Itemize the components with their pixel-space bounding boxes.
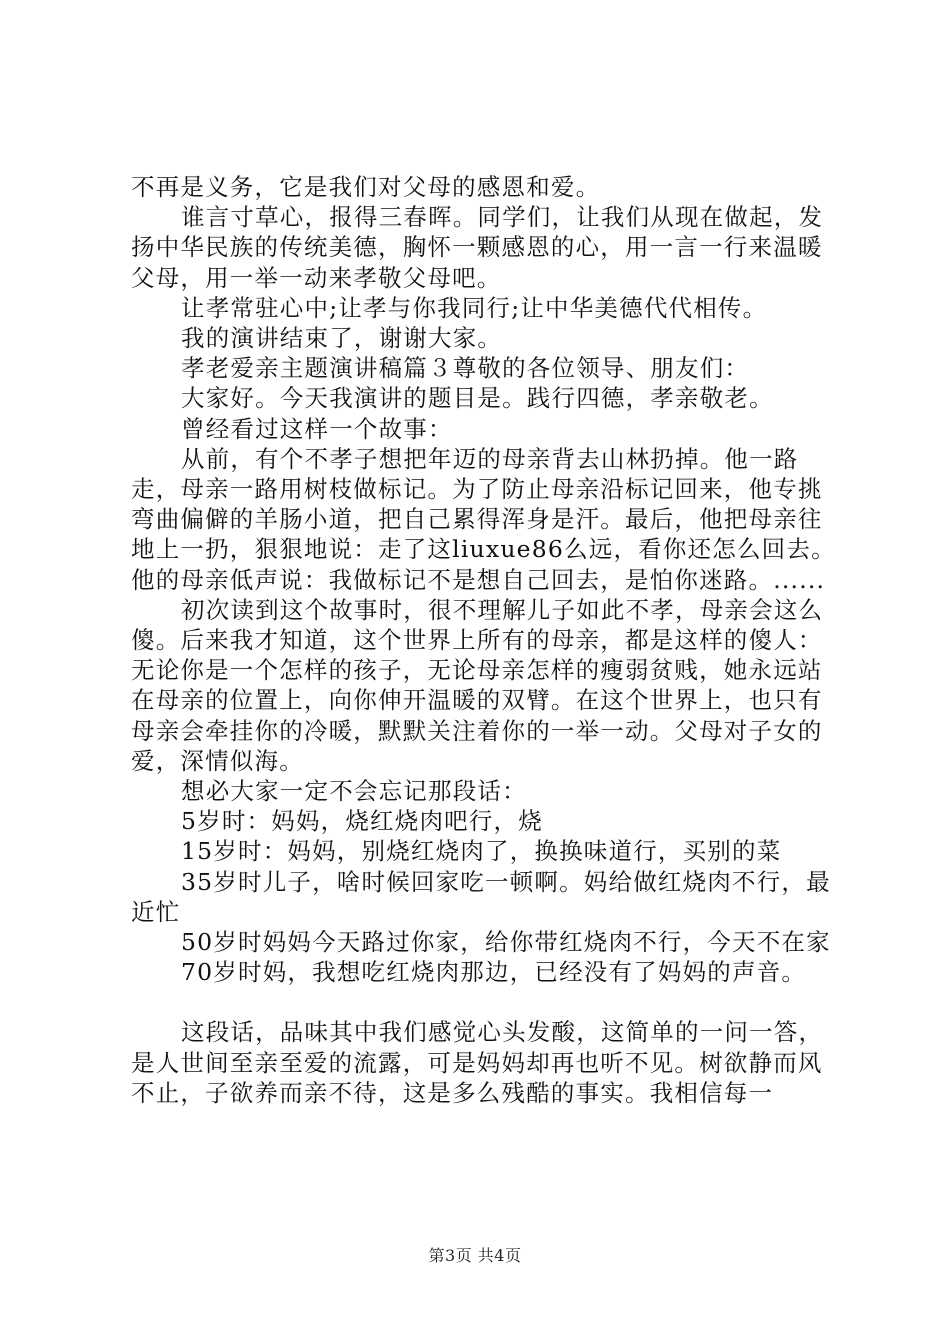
paragraph: 70岁时妈，我想吃红烧肉那边，已经没有了妈妈的声音。 [181, 958, 807, 987]
paragraph: 我的演讲结束了，谢谢大家。 [181, 324, 503, 353]
paragraph: 5岁时：妈妈，烧红烧肉吧行，烧 [181, 807, 543, 836]
paragraph: 谁言寸草心，报得三春晖。同学们，让我们从现在做起，发扬中华民族的传统美德，胸怀一颗感恩的心，用一言一行来温暖父母，用一举一动来孝敬父母吧。 [131, 203, 824, 292]
document-body [131, 172, 836, 1108]
paragraph: 想必大家一定不会忘记那段话： [181, 777, 527, 806]
paragraph: 初次读到这个故事时，很不理解儿子如此不孝，母亲会这么傻。后来我才知道，这个世界上所有的母亲，都是这样的傻人：无论你是一个怎样的孩子，无论母亲怎样的瘦弱贫贱，她永远站在母亲的位置上，向你伸开温暖的双臂。在这个世界上，也只有母亲会牵挂你的冷暖，默默关注着你的一举一动。父母对子女的爱，深情似海。 [131, 595, 824, 775]
paragraph: 从前，有个不孝子想把年迈的母亲背去山林扔掉。他一路走，母亲一路用树枝做标记。为了防止母亲沿标记回来，他专挑弯曲偏僻的羊肠小道，把自己累得浑身是汗。最后，他把母亲往地上一扔，狠狠地说：走了这liuxue86么远，看你还怎么回去。他的母亲低声说：我做标记不是想自己回去，是怕你迷路。...... [131, 444, 836, 594]
paragraph: 35岁时儿子，啥时候回家吃一顿啊。妈给做红烧肉不行，最近忙 [131, 867, 831, 926]
page-number-footer: 第3页 共4页 [428, 1246, 522, 1265]
paragraph: 50岁时妈妈今天路过你家，给你带红烧肉不行，今天不在家 [181, 928, 831, 957]
paragraph: 15岁时：妈妈，别烧红烧肉了，换换味道行，买别的菜 [181, 837, 782, 866]
paragraph: 不再是义务，它是我们对父母的感恩和爱。 [131, 173, 601, 201]
paragraph-heading: 孝老爱亲主题演讲稿篇３尊敬的各位领导、朋友们： [181, 354, 750, 383]
paragraph-spacer [131, 987, 836, 1017]
paragraph: 让孝常驻心中;让孝与你我同行;让中华美德代代相传。 [181, 293, 768, 322]
paragraph: 这段话，品味其中我们感觉心头发酸，这简单的一问一答，是人世间至亲至爱的流露，可是妈妈却再也听不见。树欲静而风不止，子欲养而亲不待，这是多么残酷的事实。我相信每一 [131, 1018, 824, 1107]
paragraph: 曾经看过这样一个故事： [181, 414, 453, 443]
paragraph: 大家好。今天我演讲的题目是。践行四德，孝亲敬老。 [181, 384, 774, 413]
